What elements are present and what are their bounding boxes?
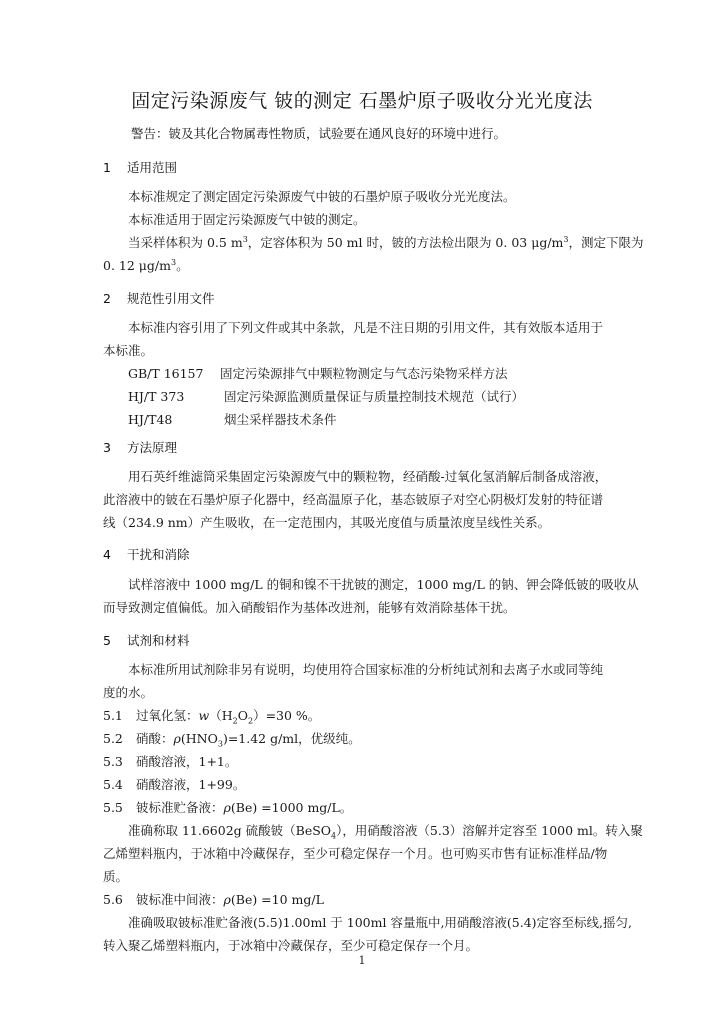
reference-item [128, 387, 524, 405]
paragraph-line: 准确吸取铍标准贮备液(5.5)1.00ml 于 100ml 容量瓶中,用硝酸溶液(5.4)定容至标线,摇匀, [128, 915, 632, 930]
subscript: 4 [331, 831, 337, 841]
section-number: 4 [103, 547, 111, 562]
text-run: (HNO [180, 731, 218, 746]
text-run: ），用硝酸溶液（5.3）溶解并定容至 1000 ml。转入聚 [336, 823, 643, 838]
reagent-item-5-2 [103, 729, 361, 749]
subscript: 2 [247, 716, 254, 726]
item-number: 5.5 [103, 800, 123, 815]
page-number: 1 [358, 954, 366, 967]
text-run: 过氧化氢： [136, 708, 199, 723]
section-title: 干扰和消除 [127, 547, 190, 562]
item-number: 5.3 [103, 754, 123, 769]
symbol: w [198, 708, 210, 723]
reagent-item-5-6 [103, 890, 324, 908]
paragraph-line: 度的水。 [103, 685, 154, 700]
symbol: ρ [173, 731, 181, 746]
text-run: (Be) =10 mg/L [230, 892, 324, 907]
paragraph-line: 线（234.9 nm）产生吸收，在一定范围内，其吸光度值与质量浓度呈线性关系。 [103, 515, 551, 530]
warning-text: 警告：铍及其化合物属毒性物质，试验要在通风良好的环境中进行。 [131, 126, 507, 141]
paragraph-line: 转入聚乙烯塑料瓶内，于冰箱中冷藏保存，至少可稳定保存一个月。 [103, 938, 479, 953]
paragraph-line: 本标准适用于固定污染源废气中铍的测定。 [128, 212, 366, 227]
text-run: 铍标准贮备液： [136, 800, 224, 815]
reference-name: 固定污染源排气中颗粒物测定与气态污染物采样方法 [220, 366, 508, 381]
text-run: 铍标准中间液： [136, 892, 224, 907]
section-title: 适用范围 [127, 160, 178, 175]
text-run: ，定容体积为 50 ml 时，铍的方法检出限为 0. 03 μg/m [247, 235, 564, 250]
symbol: ρ [223, 800, 231, 815]
text-run: O [237, 708, 248, 723]
section-heading-1 [103, 158, 177, 176]
document-title: 固定污染源废气 铍的测定 石墨炉原子吸收分光光度法 [131, 90, 593, 112]
section-heading-4 [103, 545, 190, 563]
reference-code: HJ/T 373 [128, 389, 185, 404]
text-run: 硝酸溶液，1+1。 [136, 754, 238, 769]
paragraph-line [128, 233, 644, 251]
text-run: 硝酸溶液，1+99。 [136, 777, 246, 792]
text-run: ，测定下限为 [568, 235, 644, 250]
paragraph-line: 而导致测定值偏低。加入硝酸铝作为基体改进剂，能够有效消除基体干扰。 [103, 600, 516, 615]
subscript: 2 [232, 716, 238, 726]
reagent-item-5-1 [103, 706, 320, 726]
text-run: 准确称取 11.6602g 硫酸铍（BeSO [128, 823, 332, 838]
superscript: 3 [242, 234, 248, 244]
reference-item [128, 410, 336, 428]
paragraph-line: 用石英纤维滤筒采集固定污染源废气中的颗粒物，经硝酸-过氧化氢消解后制备成溶液， [128, 469, 608, 484]
reference-item [128, 364, 508, 382]
reagent-item-5-5 [103, 798, 352, 816]
section-heading-2 [103, 289, 215, 307]
paragraph-line: 乙烯塑料瓶内，于冰箱中冷藏保存，至少可稳定保存一个月。也可购买市售有证标准样品/物 [103, 846, 608, 861]
subscript: 3 [217, 739, 223, 749]
item-number: 5.1 [103, 708, 123, 723]
paragraph-line: 本标准。 [103, 343, 154, 358]
text-run: ）=30 %。 [253, 708, 321, 723]
section-title: 试剂和材料 [127, 633, 190, 648]
item-number: 5.6 [103, 892, 123, 907]
paragraph-line [103, 256, 189, 274]
section-heading-5 [103, 631, 190, 649]
reference-name: 固定污染源监测质量保证与质量控制技术规范（试行） [220, 389, 524, 404]
paragraph-line: 试样溶液中 1000 mg/L 的铜和镍不干扰铍的测定，1000 mg/L 的钠、钾会降低铍的吸收从 [128, 577, 639, 592]
section-number: 5 [103, 633, 111, 648]
item-number: 5.2 [103, 731, 123, 746]
paragraph-line: 本标准所用试剂除非另有说明，均使用符合国家标准的分析纯试剂和去离子水或同等纯 [128, 662, 604, 677]
symbol: ρ [223, 892, 231, 907]
paragraph-line [128, 821, 643, 841]
superscript: 3 [170, 257, 177, 267]
text-run: （H [209, 708, 233, 723]
reference-code: GB/T 16157 [128, 366, 204, 381]
text-run: 当采样体积为 0.5 m [128, 235, 243, 250]
paragraph-line: 质。 [103, 869, 129, 884]
text-run: (Be) =1000 mg/L。 [230, 800, 353, 815]
reagent-item-5-3 [103, 752, 237, 770]
section-title: 规范性引用文件 [127, 291, 215, 306]
text-run: 。 [176, 258, 189, 273]
paragraph-line: 此溶液中的铍在石墨炉原子化器中，经高温原子化，基态铍原子对空心阴极灯发射的特征谱 [103, 492, 604, 507]
section-number: 3 [103, 440, 111, 455]
reference-name: 烟尘采样器技术条件 [220, 412, 337, 427]
superscript: 3 [563, 234, 569, 244]
reference-code: HJ/T48 [128, 412, 173, 427]
section-number: 2 [103, 291, 111, 306]
text-run: 硝酸： [136, 731, 174, 746]
text-run: 0. 12 μg/m [103, 258, 171, 273]
paragraph-line: 本标准规定了测定固定污染源废气中铍的石墨炉原子吸收分光光度法。 [128, 189, 516, 204]
item-number: 5.4 [103, 777, 123, 792]
section-title: 方法原理 [127, 440, 178, 455]
paragraph-line: 本标准内容引用了下列文件或其中条款，凡是不注日期的引用文件，其有效版本适用于 [128, 320, 604, 335]
reagent-item-5-4 [103, 775, 245, 793]
text-run: )=1.42 g/ml，优级纯。 [222, 731, 361, 746]
section-heading-3 [103, 438, 177, 456]
section-number: 1 [103, 160, 111, 175]
